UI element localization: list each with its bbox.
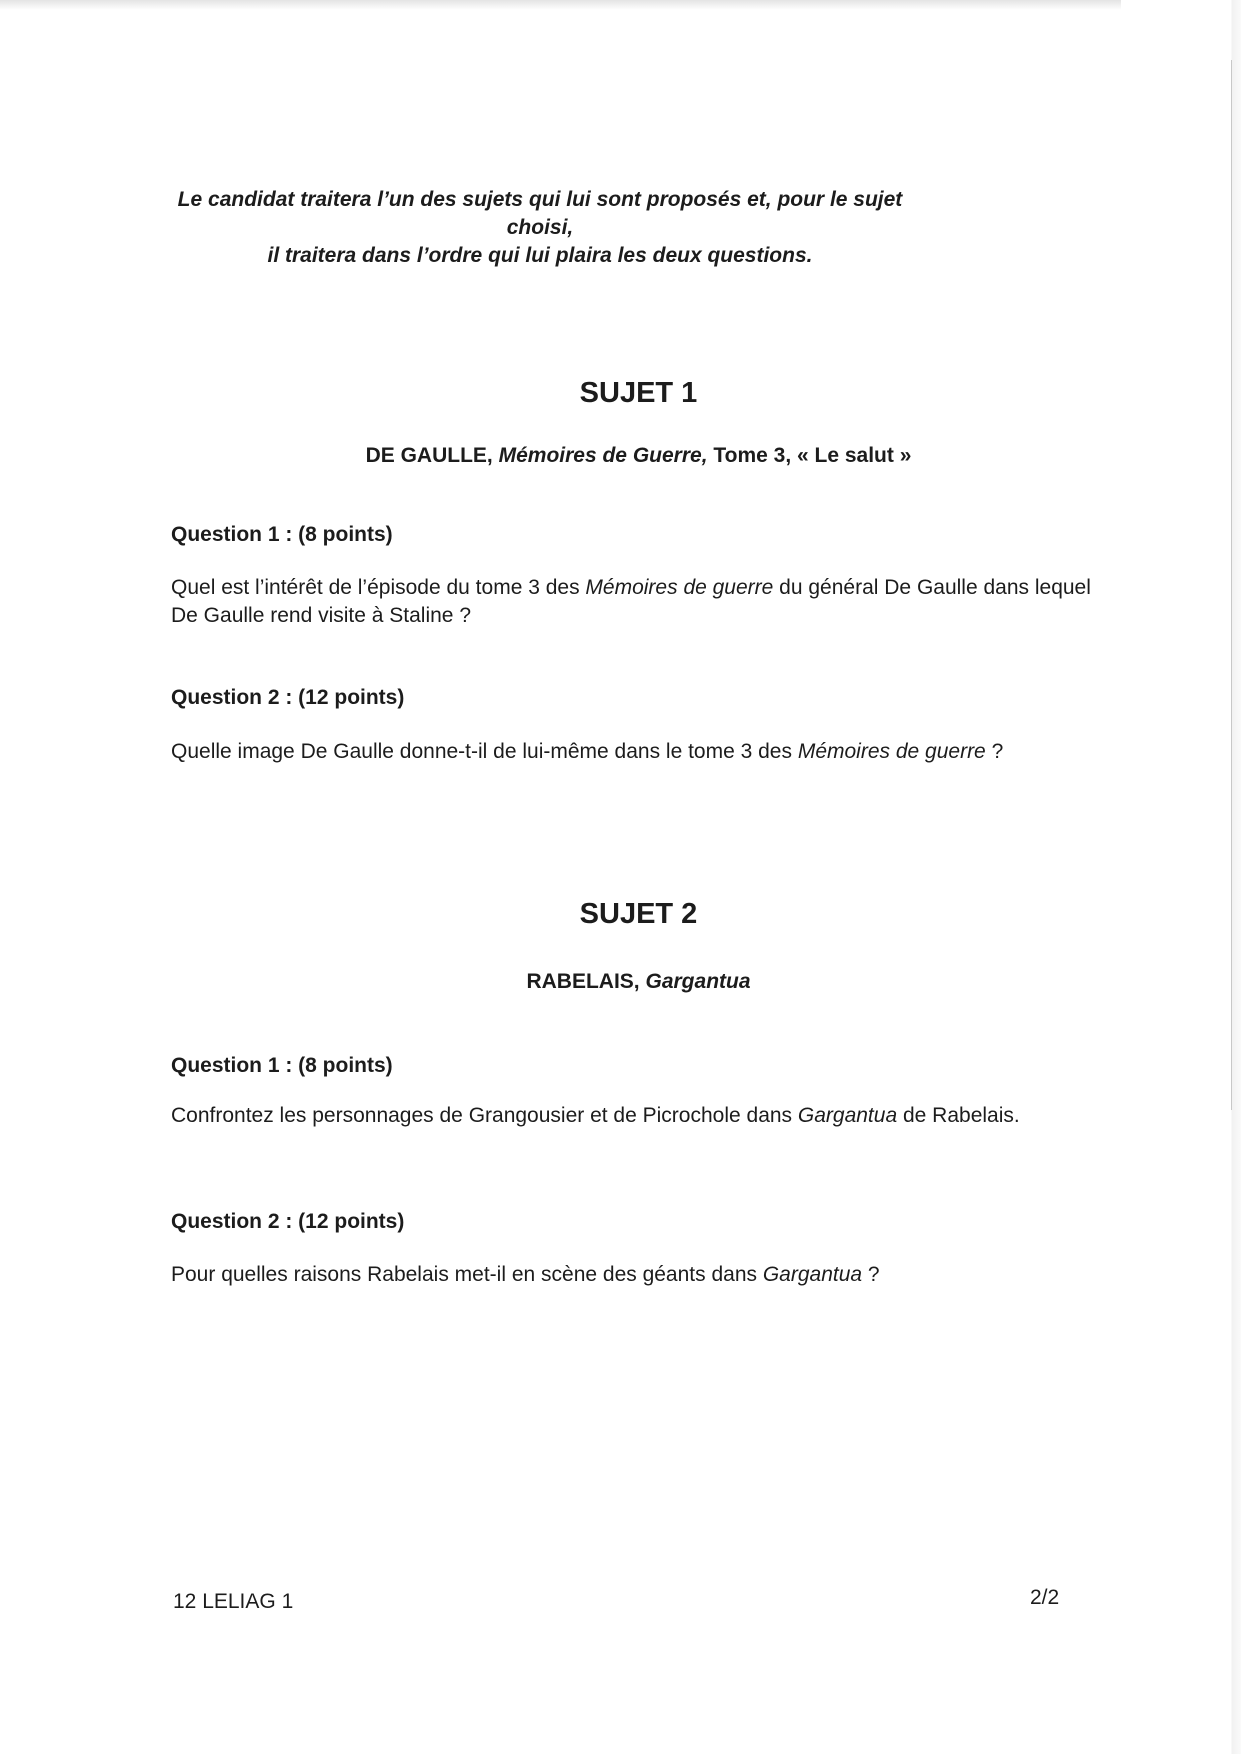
sujet-2-question-2-label: Question 2 : (12 points) xyxy=(171,1210,405,1233)
page-number: 2/2 xyxy=(1030,1586,1060,1609)
sujet-1-reference xyxy=(18,444,1241,468)
sujet-2-work: Gargantua xyxy=(645,970,751,993)
sujet-1-author: DE GAULLE, xyxy=(365,444,493,467)
sujet-1-title: SUJET 1 xyxy=(579,377,698,409)
exam-code: 12 LELIAG 1 xyxy=(173,1590,294,1613)
sujet-1-question-1-label: Question 1 : (8 points) xyxy=(171,523,393,546)
sujet-2-question-1-label: Question 1 : (8 points) xyxy=(171,1054,393,1077)
scan-edge-top xyxy=(0,0,1241,10)
scan-edge-right xyxy=(1121,0,1241,1754)
sujet-2-author: RABELAIS, xyxy=(526,970,640,993)
instruction-line-1: Le candidat traitera l’un des sujets qui lui sont proposés et, pour le sujet choisi, xyxy=(177,188,903,239)
sujet-1-volume: Tome 3, « Le salut » xyxy=(713,444,912,467)
exam-instruction xyxy=(150,186,930,270)
sujet-1-work: Mémoires de Guerre, xyxy=(498,444,708,467)
sujet-2-reference xyxy=(18,970,1241,994)
sujet-1-question-1-text: Quel est l’intérêt de l’épisode du tome 3 des Mémoires de guerre du général De Gaulle dans lequel De Gaulle rend visite à Staline ? xyxy=(171,576,1091,627)
sujet-2-question-1-text: Confrontez les personnages de Grangousier et de Picrochole dans Gargantua de Rabelais. xyxy=(171,1104,1020,1127)
sujet-1-question-2-label: Question 2 : (12 points) xyxy=(171,686,405,709)
sujet-1-question-2-text: Quelle image De Gaulle donne-t-il de lui-même dans le tome 3 des Mémoires de guerre ? xyxy=(171,740,1004,763)
sujet-2-question-2-text: Pour quelles raisons Rabelais met-il en scène des géants dans Gargantua ? xyxy=(171,1263,880,1286)
sujet-2-title: SUJET 2 xyxy=(579,898,698,930)
instruction-line-2: il traitera dans l’ordre qui lui plaira les deux questions. xyxy=(267,244,813,267)
